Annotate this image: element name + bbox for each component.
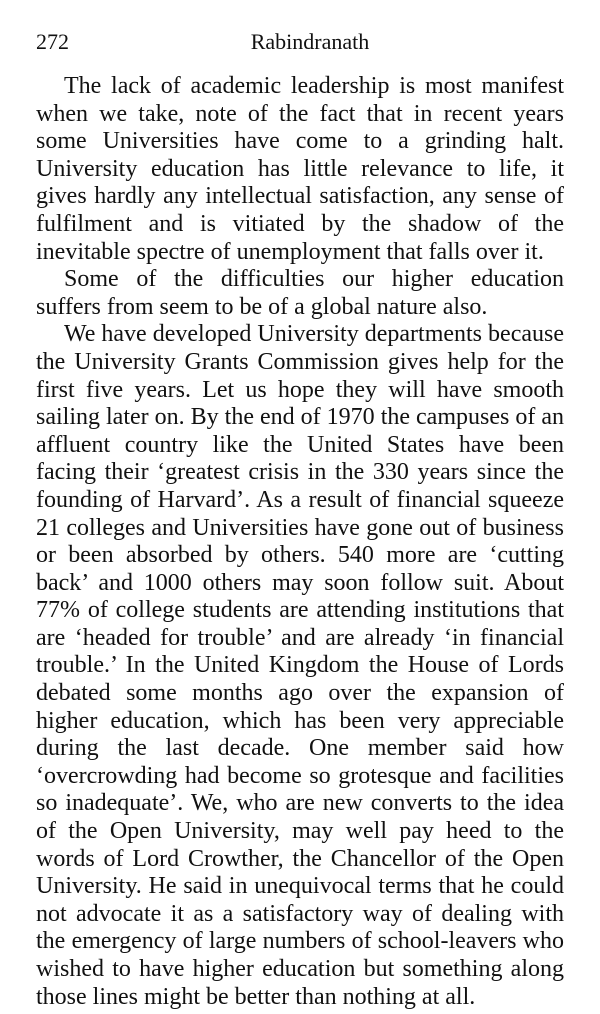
paragraph-3: We have developed University departments because the University Grants Commission gives help for the first five years. Let us hope they will have smooth sailing later on. By the end of 1970 the campuses of an affluent country like the United States have been facing their ‘greatest crisis in the 330 years since the founding of Harvard’. As a result of financial squeeze 21 colleges and Universities have gone out of business or been absorbed by others. 540 more are ‘cutting back’ and 1000 others may soon follow suit. About 77% of college students are attending institutions that are ‘headed for trouble’ and are already ‘in financial trouble.’ In the United Kingdom the House of Lords debated some months ago over the expansion of higher education, which has been very appreciable during the last decade. One member said how ‘overcrowding had become so grotesque and facilities so inadequate’. We, who are new converts to the idea of the Open University, may well pay heed to the words of Lord Crowther, the Chancellor of the Open University. He said in unequivocal terms that he could not advocate it as a satisfactory way of dealing with the emergency of large numbers of school-leavers who wished to have higher education but something along those lines might be better than nothing at all. xyxy=(36,321,564,1010)
running-title: Rabindranath xyxy=(250,29,370,54)
body-text xyxy=(36,73,564,1011)
page-header xyxy=(36,28,564,56)
paragraph-1: The lack of academic leadership is most manifest when we take, note of the fact that in recent years some Universities have come to a grinding halt. University education has little relevance to life, it gives hardly any intellectual satisfaction, any sense of fulfilment and is vitiated by the shadow of the inevitable spectre of unemployment that falls over it. xyxy=(36,73,564,265)
paragraph-2: Some of the difficulties our higher education suffers from seem to be of a global nature also. xyxy=(36,266,564,320)
page-number: 272 xyxy=(36,29,69,54)
